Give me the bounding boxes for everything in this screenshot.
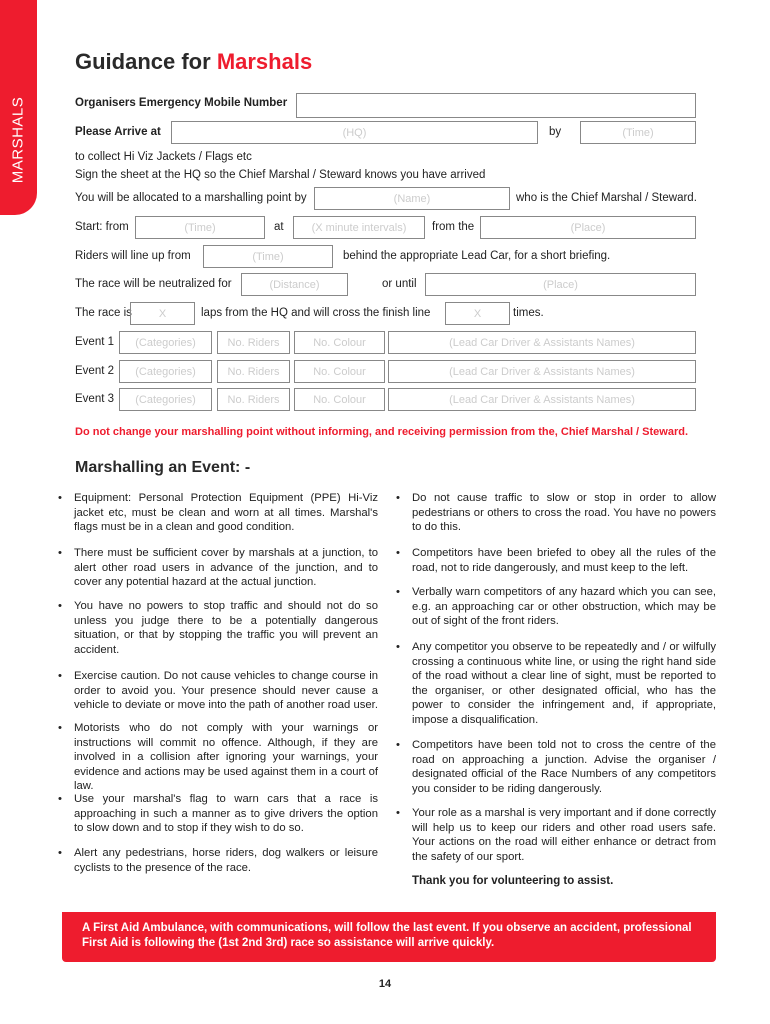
categories-field[interactable]: (Categories) — [119, 331, 212, 354]
categories-field[interactable]: (Categories) — [119, 388, 212, 411]
arrive-time-field[interactable]: (Time) — [580, 121, 696, 144]
distance-field[interactable]: (Distance) — [241, 273, 348, 296]
from-the-label: from the — [432, 221, 475, 233]
riders-field[interactable]: No. Riders — [217, 388, 290, 411]
event-label: Event 1 — [75, 336, 114, 348]
start-place-field[interactable]: (Place) — [480, 216, 696, 239]
colour-field[interactable]: No. Colour — [294, 388, 385, 411]
list-item: • Do not cause traffic to slow or stop in order to allow pedestrians or others to cross the road. You have no powers to do this. — [412, 491, 716, 535]
list-item: • Use your marshal's flag to warn cars that a race is approaching in such a manner as to give drivers the option to slow down and to stop if they wish to do so. — [74, 792, 378, 836]
lead-car-names-field[interactable]: (Lead Car Driver & Assistants Names) — [388, 331, 696, 354]
mobile-label: Organisers Emergency Mobile Number — [75, 97, 288, 109]
event-label: Event 3 — [75, 393, 114, 405]
list-item: • Alert any pedestrians, horse riders, dog walkers or leisure cyclists to the presence of the race. — [74, 846, 378, 875]
categories-field[interactable]: (Categories) — [119, 360, 212, 383]
event-label: Event 2 — [75, 365, 114, 377]
laps-field[interactable]: X — [130, 302, 195, 325]
race-is-label: The race is — [75, 307, 132, 319]
sign-text: Sign the sheet at the HQ so the Chief Marshal / Steward knows you have arrived — [75, 169, 486, 181]
side-tab — [0, 0, 37, 215]
list-item: • Motorists who do not comply with your warnings or instructions will commit no offence. Although, if they are involved in a collision after ignoring your warnings, your evidence and actions may be used against them in a court of law. — [74, 721, 378, 794]
collect-text: to collect Hi Viz Jackets / Flags etc — [75, 151, 252, 163]
title-part1: Guidance for — [75, 49, 211, 74]
page-number: 14 — [378, 978, 392, 990]
laps-text: laps from the HQ and will cross the finish line — [201, 307, 431, 319]
list-item: • Competitors have been told not to cross the centre of the road on approaching a junction. Advise the organiser / designated official of the Race Numbers of any competitors you consider to be riding dangerously. — [412, 738, 716, 796]
title-part2: Marshals — [216, 49, 313, 74]
chief-marshal-name-field[interactable]: (Name) — [314, 187, 510, 210]
by-label: by — [549, 126, 562, 138]
lead-car-names-field[interactable]: (Lead Car Driver & Assistants Names) — [388, 388, 696, 411]
side-tab-label: MARSHALS — [9, 96, 27, 184]
hq-field[interactable]: (HQ) — [171, 121, 538, 144]
colour-field[interactable]: No. Colour — [294, 360, 385, 383]
mobile-number-field[interactable] — [296, 93, 696, 118]
riders-field[interactable]: No. Riders — [217, 331, 290, 354]
at-label: at — [274, 221, 284, 233]
neutral-label: The race will be neutralized for — [75, 278, 232, 290]
lineup-time-field[interactable]: (Time) — [203, 245, 333, 268]
page-title — [75, 49, 312, 75]
riders-after: behind the appropriate Lead Car, for a short briefing. — [343, 250, 611, 262]
list-item: • Exercise caution. Do not cause vehicles to change course in order to avoid you. Your presence should never cause a vehicle to deviate or move into the path of another road user. — [74, 669, 378, 713]
list-item: • There must be sufficient cover by marshals at a junction, to alert other road users in advance of the junction, and to cover any potential hazard at the actual junction. — [74, 546, 378, 590]
list-item: • Any competitor you observe to be repeatedly and / or wilfully crossing a continuous white line, or using the right hand side of the road without a clear line of sight, must be reported to the organiser, or other designated official, who has the power to consider the infringement and, if appropriate, impose a disqualification. — [412, 640, 716, 728]
start-label: Start: from — [75, 221, 129, 233]
list-item: • You have no powers to stop traffic and should not do so unless you judge there to be a potentially dangerous situation, or that by stopping the traffic you will prevent an accident. — [74, 599, 378, 657]
riders-label: Riders will line up from — [75, 250, 191, 262]
interval-field[interactable]: (X minute intervals) — [293, 216, 425, 239]
list-item: • Equipment: Personal Protection Equipment (PPE) Hi-Viz jacket etc, must be clean and worn at all times. Marshal's flags must be in a clean and good condition. — [74, 491, 378, 535]
alloc-label: You will be allocated to a marshalling point by — [75, 192, 307, 204]
list-item: • Verbally warn competitors of any hazard which you can see, e.g. an approaching car or other obstruction, which may be out of sight of the front riders. — [412, 585, 716, 629]
riders-field[interactable]: No. Riders — [217, 360, 290, 383]
warning-text: Do not change your marshalling point without informing, and receiving permission from the, Chief Marshal / Steward. — [75, 426, 689, 438]
times-label: times. — [513, 307, 544, 319]
first-aid-note: A First Aid Ambulance, with communications, will follow the last event. If you observe an accident, professional First Aid is following the (1st 2nd 3rd) race so assistance will arrive quickly. — [62, 912, 716, 962]
alloc-after: who is the Chief Marshal / Steward. — [516, 192, 697, 204]
arrive-label: Please Arrive at — [75, 126, 161, 138]
list-item: • Competitors have been briefed to obey all the rules of the road, not to ride dangerously, and must keep to the left. — [412, 546, 716, 575]
section-heading: Marshalling an Event: - — [75, 459, 251, 476]
start-time-field[interactable]: (Time) — [135, 216, 265, 239]
neutral-place-field[interactable]: (Place) — [425, 273, 696, 296]
colour-field[interactable]: No. Colour — [294, 331, 385, 354]
finish-count-field[interactable]: X — [445, 302, 510, 325]
list-item: • Your role as a marshal is very important and if done correctly will help us to keep our riders and other road users safe. Your actions on the road will either enhance or detract from the safety of our sport. — [412, 806, 716, 864]
lead-car-names-field[interactable]: (Lead Car Driver & Assistants Names) — [388, 360, 696, 383]
thanks-text: Thank you for volunteering to assist. — [412, 875, 614, 887]
or-until-label: or until — [382, 278, 417, 290]
